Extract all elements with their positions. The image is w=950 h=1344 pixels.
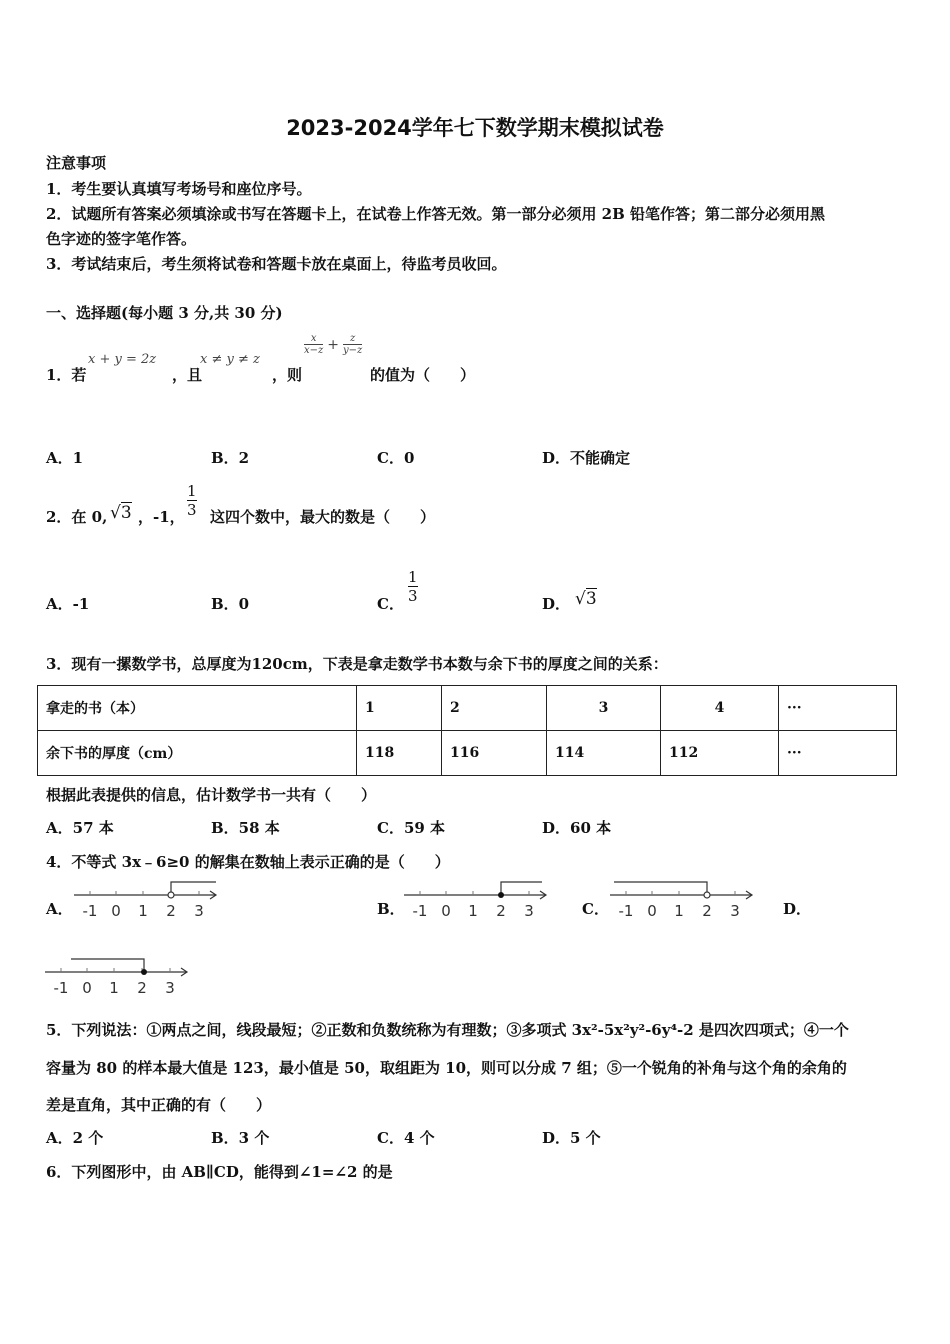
table-cell: 4 bbox=[661, 686, 779, 731]
notice-item: 色字迹的签字笔作答。 bbox=[46, 230, 197, 248]
q3-stem: 3．现有一摞数学书，总厚度为120cm，下表是拿走数学书本数与余下书的厚度之间的关系： bbox=[46, 655, 668, 673]
q4-label-d: D． bbox=[783, 900, 812, 918]
q5-line-1: 5．下列说法：①两点之间，线段最短；②正数和负数统称为有理数；③多项式 3x²-5x²y²-6y⁴-2 是四次四项式；④一个 bbox=[46, 1021, 849, 1039]
notice-heading: 注意事项 bbox=[46, 154, 107, 172]
table-cell: 112 bbox=[661, 731, 779, 776]
q1-option-b: B．2 bbox=[211, 449, 250, 467]
q1-f2-numerator: z bbox=[350, 333, 356, 344]
tick-label: 2 bbox=[166, 902, 176, 920]
tick-label: 1 bbox=[138, 902, 148, 920]
q1-f2-denominator: y−z bbox=[343, 345, 363, 356]
tick-label: 3 bbox=[194, 902, 204, 920]
tick-label: 1 bbox=[468, 902, 478, 920]
q2-optc-denominator: 3 bbox=[408, 587, 418, 605]
tick-label: 1 bbox=[674, 902, 684, 920]
q2-option-c-fraction bbox=[408, 568, 418, 605]
table-cell: 1 bbox=[357, 686, 442, 731]
q5-option-c: C．4 个 bbox=[377, 1129, 435, 1147]
q2-frac-denominator: 3 bbox=[187, 501, 197, 519]
q3-option-b: B．58 本 bbox=[211, 819, 280, 837]
q4-label-c: C． bbox=[582, 900, 609, 918]
q2-sqrt: √3 bbox=[110, 503, 132, 523]
q4-numberline-b bbox=[402, 878, 552, 922]
q1-fraction-1 bbox=[304, 333, 323, 356]
q3-option-c: C．59 本 bbox=[377, 819, 446, 837]
q2-optc-numerator: 1 bbox=[408, 568, 418, 586]
q2-suffix: 这四个数中，最大的数是（ ） bbox=[210, 508, 436, 526]
q1-option-d: D．不能确定 bbox=[542, 449, 631, 467]
q4-numberline-c bbox=[608, 878, 758, 922]
notice-item: 2．试题所有答案必须填涂或书写在答题卡上，在试卷上作答无效。第一部分必须用 2B 铅笔作答；第二部分必须用黑 bbox=[46, 205, 826, 223]
q1-suffix: 的值为（ ） bbox=[370, 366, 476, 384]
tick-label: 0 bbox=[111, 902, 121, 920]
q4-numberline-d bbox=[43, 955, 193, 999]
q1-f1-numerator: x bbox=[310, 333, 317, 344]
q1-then: ，则 bbox=[272, 366, 303, 384]
table-row bbox=[38, 686, 897, 731]
q1-option-c: C．0 bbox=[377, 449, 415, 467]
q4-numberline-a bbox=[72, 878, 222, 922]
notice-item: 3．考试结束后，考生须将试卷和答题卡放在桌面上，待监考员收回。 bbox=[46, 255, 507, 273]
q5-option-a: A．2 个 bbox=[46, 1129, 104, 1147]
tick-label: -1 bbox=[412, 902, 428, 920]
q1-plus: + bbox=[327, 336, 340, 353]
q1-mid: ，且 bbox=[172, 366, 203, 384]
q1-condition-1: x + y = 2z bbox=[88, 352, 157, 367]
tick-label: 2 bbox=[702, 902, 712, 920]
q6-stem: 6．下列图形中，由 AB∥CD，能得到∠1=∠2 的是 bbox=[46, 1163, 393, 1181]
section-heading: 一、选择题(每小题 3 分,共 30 分) bbox=[46, 304, 283, 322]
q5-line-3: 差是直角，其中正确的有（ ） bbox=[46, 1096, 272, 1114]
table-cell: ··· bbox=[779, 731, 897, 776]
tick-label: 0 bbox=[647, 902, 657, 920]
tick-label: 0 bbox=[82, 979, 92, 997]
q2-option-d-sqrt: √3 bbox=[575, 589, 597, 609]
tick-label: 2 bbox=[496, 902, 506, 920]
table-cell: 拿走的书（本） bbox=[38, 686, 357, 731]
q4-label-b: B． bbox=[377, 900, 405, 918]
q2-option-a: A．-1 bbox=[46, 595, 90, 613]
tick-label: -1 bbox=[82, 902, 98, 920]
tick-label: 1 bbox=[109, 979, 119, 997]
notice-item: 1．考生要认真填写考场号和座位序号。 bbox=[46, 180, 312, 198]
tick-label: -1 bbox=[618, 902, 634, 920]
q1-option-a: A．1 bbox=[46, 449, 84, 467]
q3-question: 根据此表提供的信息，估计数学书一共有（ ） bbox=[46, 786, 377, 804]
tick-label: 0 bbox=[441, 902, 451, 920]
q5-line-2: 容量为 80 的样本最大值是 123，最小值是 50，取组距为 10，则可以分成 7 组；⑤一个锐角的补角与这个角的余角的 bbox=[46, 1059, 847, 1077]
q1-f1-denominator: x−z bbox=[304, 345, 324, 356]
table-row bbox=[38, 731, 897, 776]
q2-fraction bbox=[187, 482, 197, 519]
tick-label: 3 bbox=[524, 902, 534, 920]
table-cell: 114 bbox=[547, 731, 661, 776]
table-cell: 118 bbox=[357, 731, 442, 776]
q2-mid: ，-1， bbox=[138, 508, 185, 526]
q2-prefix: 2．在 0, bbox=[46, 508, 108, 526]
q4-stem: 4．不等式 3x﹣6≥0 的解集在数轴上表示正确的是（ ） bbox=[46, 853, 450, 871]
table-cell: 3 bbox=[547, 686, 661, 731]
q1-expression bbox=[304, 333, 362, 356]
table-cell: ··· bbox=[779, 686, 897, 731]
q5-option-b: B．3 个 bbox=[211, 1129, 270, 1147]
table-cell: 余下书的厚度（cm） bbox=[38, 731, 357, 776]
q2-sqrt-value: 3 bbox=[120, 503, 132, 523]
q3-table bbox=[37, 685, 897, 776]
q4-label-a: A． bbox=[46, 900, 73, 918]
q2-frac-numerator: 1 bbox=[187, 482, 197, 500]
q1-prefix: 1．若 bbox=[46, 366, 87, 384]
table-cell: 2 bbox=[442, 686, 547, 731]
tick-label: 3 bbox=[730, 902, 740, 920]
tick-label: -1 bbox=[53, 979, 69, 997]
q5-option-d: D．5 个 bbox=[542, 1129, 601, 1147]
table-cell: 116 bbox=[442, 731, 547, 776]
q1-fraction-2 bbox=[343, 333, 362, 356]
q3-option-a: A．57 本 bbox=[46, 819, 114, 837]
q2-option-b: B．0 bbox=[211, 595, 250, 613]
page-title: 2023-2024学年七下数学期末模拟试卷 bbox=[286, 116, 664, 140]
tick-label: 3 bbox=[165, 979, 175, 997]
q2-optd-sqrt-value: 3 bbox=[585, 589, 597, 609]
q3-option-d: D．60 本 bbox=[542, 819, 612, 837]
q1-condition-2: x ≠ y ≠ z bbox=[200, 352, 260, 367]
tick-label: 2 bbox=[137, 979, 147, 997]
q2-option-d: D． bbox=[542, 595, 571, 613]
q2-option-c: C． bbox=[377, 595, 404, 613]
